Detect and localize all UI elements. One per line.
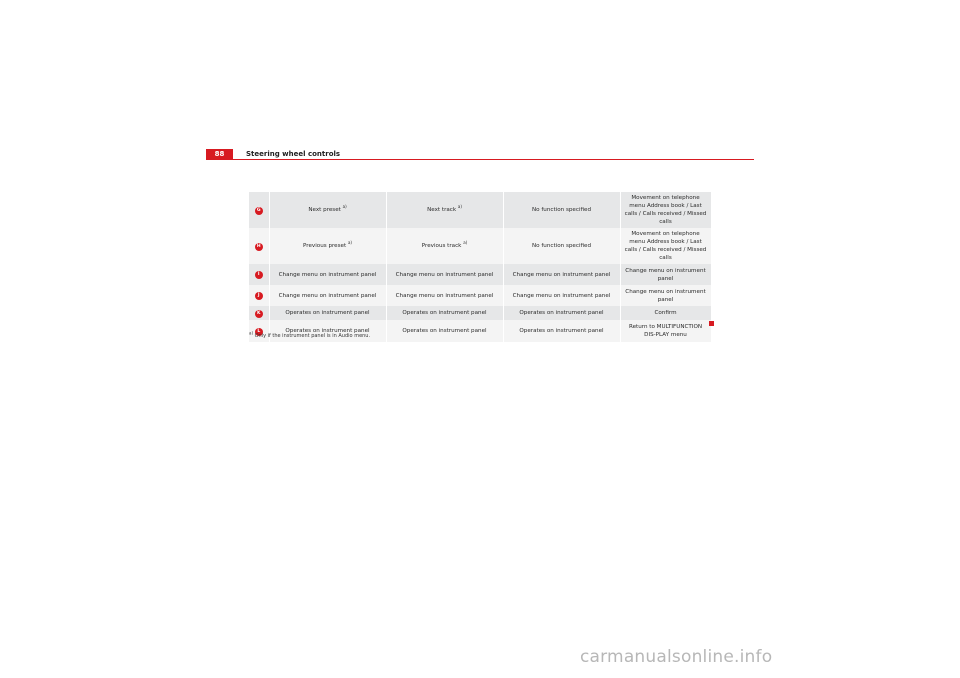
key-badge-icon: K xyxy=(255,310,263,318)
table-cell: No function specified xyxy=(503,192,620,228)
table-cell: Change menu on instrument panel xyxy=(386,285,503,306)
table-cell: Change menu on instrument panel xyxy=(620,264,711,285)
table-cell: Operates on instrument panel xyxy=(269,320,386,342)
table-cell: Next track $^{a)}$ xyxy=(386,192,503,228)
key-badge-icon: H xyxy=(255,243,263,251)
key-badge-icon: G xyxy=(255,207,263,215)
table-row xyxy=(249,228,711,264)
table-row xyxy=(249,264,711,285)
table-cell: Change menu on instrument panel xyxy=(503,285,620,306)
table-cell: Next preset $^{a)}$ xyxy=(269,192,386,228)
table-cell: Operates on instrument panel xyxy=(503,306,620,320)
row-key-cell xyxy=(249,306,269,320)
row-key-cell xyxy=(249,285,269,306)
table-cell: Movement on telephone menu Address book / Last calls / Calls received / Missed calls xyxy=(620,228,711,264)
footnote-marker: a) xyxy=(249,330,254,336)
table-cell: Change menu on instrument panel xyxy=(503,264,620,285)
header-rule xyxy=(233,159,754,160)
table-cell: Change menu on instrument panel xyxy=(269,285,386,306)
row-key-cell xyxy=(249,264,269,285)
table-row xyxy=(249,306,711,320)
row-key-cell xyxy=(249,228,269,264)
controls-table xyxy=(249,192,712,342)
table-cell: Previous track $^{a)}$ xyxy=(386,228,503,264)
key-badge-icon: I xyxy=(255,271,263,279)
page-number: 88 xyxy=(206,149,233,160)
table-row xyxy=(249,285,711,306)
page-header xyxy=(206,149,754,161)
watermark: carmanualsonline.info xyxy=(580,647,773,667)
key-badge-icon: L xyxy=(255,328,263,336)
table-cell: Operates on instrument panel xyxy=(503,320,620,342)
table-cell: Operates on instrument panel xyxy=(269,306,386,320)
table-cell: Previous preset $^{a)}$ xyxy=(269,228,386,264)
table-cell: Change menu on instrument panel xyxy=(620,285,711,306)
table-cell: No function specified xyxy=(503,228,620,264)
table-cell: Change menu on instrument panel xyxy=(269,264,386,285)
chapter-title: Steering wheel controls xyxy=(246,150,341,158)
footnote-text: Only if the instrument panel is in Audio menu. xyxy=(254,333,371,339)
table-cell: Confirm xyxy=(620,306,711,320)
table-cell: Change menu on instrument panel xyxy=(386,264,503,285)
section-end-icon xyxy=(709,321,714,326)
key-badge-icon: J xyxy=(255,292,263,300)
row-key-cell xyxy=(249,192,269,228)
table-cell: Operates on instrument panel xyxy=(386,306,503,320)
table-cell: Return to MULTIFUNCTION DIS-PLAY menu xyxy=(620,320,711,342)
table-cell: Operates on instrument panel xyxy=(386,320,503,342)
table-cell: Movement on telephone menu Address book / Last calls / Calls received / Missed calls xyxy=(620,192,711,228)
table-row xyxy=(249,192,711,228)
